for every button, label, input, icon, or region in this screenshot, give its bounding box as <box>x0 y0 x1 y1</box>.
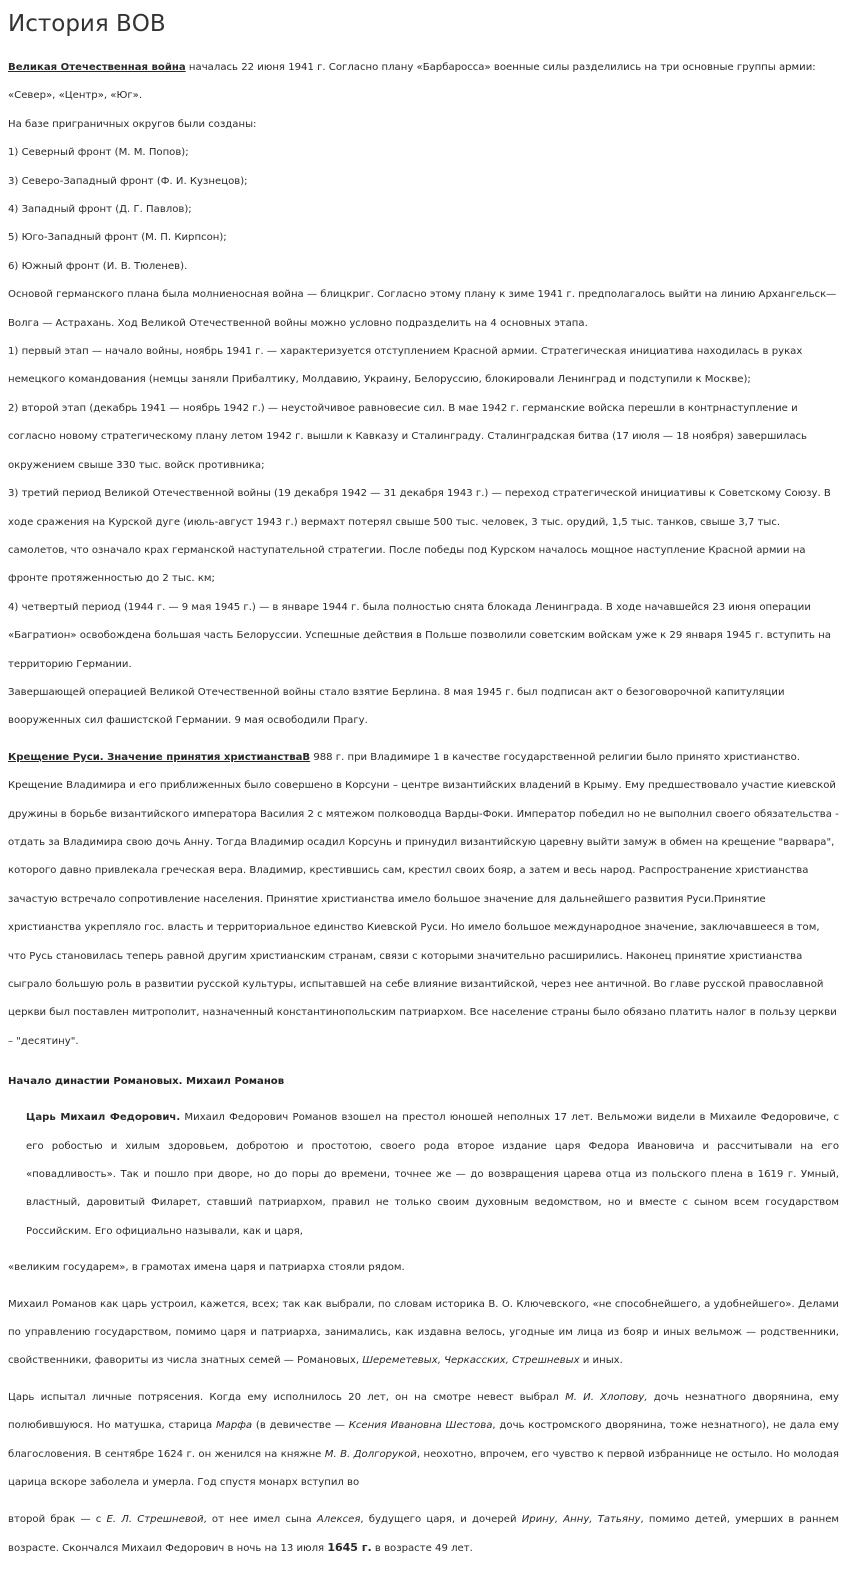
stage-paragraph: 1) первый этап — начало войны, ноябрь 1941 г. — характеризуется отступлением Красной армии. Стратегическая инициатива находилась в руках немецкого командования (немцы заняли Прибалтику, Молдавию, Украину, Белоруссию, блокировали Ленинград и подступили к Москве); <box>8 346 803 386</box>
baptism-paragraph <box>8 744 839 1056</box>
italic-run: Марфа <box>215 1420 253 1432</box>
text-run: (в девичестве — <box>252 1420 349 1432</box>
fronts-intro: На базе приграничных округов были созданы: <box>8 118 257 130</box>
stage-paragraph: 4) четвертый период (1944 г. — 9 мая 1945 г.) — в январе 1944 г. была полностью снята блокада Ленинграда. В ходе начавшейся 23 июня операции «Багратион» освобождена большая часть Белоруссии. Успешные действия в Польше позволили советским войскам уже к 29 января 1945 г. вступить на территорию Германии. <box>8 601 831 670</box>
stage-paragraph: 2) второй этап (декабрь 1941 — ноябрь 1942 г.) — неустойчивое равновесие сил. В мае 1942 г. германские войска перешли в контрнаступление и согласно новому стратегическому плану летом 1942 г. вышли к Кавказу и Сталинграду. Сталинградская битва (17 июля — 18 ноября) завершилась окружением свыше 330 тыс. войск противника; <box>8 402 808 471</box>
italic-run: Алексея <box>316 1513 361 1525</box>
front-item: 5) Юго-Западный фронт (М. П. Кирпсон); <box>8 232 227 244</box>
plan-paragraph: Основой германского плана была молниеносная война — блицкриг. Согласно этому плану к зиме 1941 г. предполагалось выйти на линию Архангельск—Волга — Астрахань. Ход Великой Отечественной войны можно условно подразделить на 4 основных этапа. <box>8 289 837 329</box>
front-item: 3) Северо-Западный фронт (Ф. И. Кузнецов); <box>8 175 248 187</box>
page-title: История ВОВ <box>8 11 166 37</box>
romanov-lead: Царь Михаил Федорович. <box>26 1112 181 1124</box>
text-run: , от нее имел сына <box>203 1513 317 1525</box>
text-run: и иных. <box>579 1355 623 1367</box>
baptism-lead: Крещение Руси. Значение принятия христианстваВ <box>8 751 311 763</box>
text-run: второй брак — с <box>8 1513 107 1525</box>
italic-run: Ирину, Анну, Татьяну <box>521 1513 641 1525</box>
final-paragraph: Завершающей операцией Великой Отечественной войны стало взятие Берлина. 8 мая 1945 г. был подписан акт о безоговорочной капитуляции вооруженных сил фашистской Германии. 9 мая освободили Прагу. <box>8 686 785 727</box>
romanov-paragraph-5 <box>8 1506 839 1564</box>
italic-run: Шереметевых, Черкасских, Стрешневых <box>362 1355 580 1367</box>
bold-year: 1645 г. <box>327 1540 372 1554</box>
italic-run: Ксения Ивановна Шестова <box>348 1420 493 1432</box>
romanov-paragraph-1 <box>8 1104 839 1246</box>
text-run: дочь незнатного дворянина, ему полюбившуюся. Но матушка, старица <box>8 1391 839 1432</box>
text-run: Михаил Романов как царь устроил, кажется, всех; так как выбрали, по словам историка В. О. Ключевского, «не способнейшего, а удобнейшего». Делами по управлению государством, помимо царя и патриарха, занимались, как издавна велось, угодные им лица из бояр и иных вельмож — родственники, свойственники, фавориты из числа знатных семей — Романовых, <box>8 1298 839 1367</box>
text-run: , неохотно, впрочем, его чувство к первой избраннице не остыло. Но молодая царица вскоре заболела и умерла. Год спустя монарх вступил во <box>8 1448 839 1489</box>
italic-run: М. В. Долгорукой <box>324 1448 417 1460</box>
war-intro-text: началась 22 июня 1941 г. Согласно плану «Барбаросса» военные силы разделились на три основные группы армии: «Север», «Центр», «Юг». <box>8 62 816 102</box>
front-item: 6) Южный фронт (И. В. Тюленев). <box>8 260 188 272</box>
romanov-title: Начало династии Романовых. Михаил Романов <box>8 1076 285 1088</box>
front-item: 1) Северный фронт (М. М. Попов); <box>8 147 189 159</box>
front-item: 4) Западный фронт (Д. Г. Павлов); <box>8 204 192 216</box>
text-run: , помимо детей, умерших в раннем возрасте. Скончался Михаил Федорович в ночь на 13 июля <box>8 1513 840 1554</box>
romanov-paragraph-4 <box>8 1384 839 1498</box>
text-run: , будущего царя, и дочерей <box>360 1513 522 1525</box>
text-run: Царь испытал личные потрясения. Когда ему исполнилось 20 лет, он на смотре невест выбрал <box>8 1391 566 1403</box>
war-intro <box>8 54 839 111</box>
romanov-paragraph-2: «великим государем», в грамотах имена царя и патриарха стояли рядом. <box>8 1262 405 1274</box>
romanov-p1-text: Михаил Федорович Романов взошел на престол юношей неполных 17 лет. Вельможи видели в Михаиле Федоровиче, с его робостью и хилым здоровьем, добротою и простотою, своего рода второе издание царя Федора Ивановича и рассчитывали на его «повадливость». Так и пошло при дворе, но до поры до времени, точнее же — до возвращения царева отца из польского плена в 1619 г. Умный, властный, даровитый Филарет, ставший патриархом, правил не только своим духовным ведомством, но и вместе с сыном всем государством Российским. Его официально называли, как и царя, <box>26 1112 839 1237</box>
text-run: , дочь костромского дворянина, тоже незнатного), не дала ему благословения. В сентябре 1624 г. он женился на княжне <box>8 1420 839 1460</box>
war-lead: Великая Отечественная война <box>8 62 186 73</box>
text-run: в возрасте 49 лет. <box>371 1542 473 1554</box>
italic-run: Е. Л. Стрешневой <box>106 1513 204 1525</box>
romanov-paragraph-3 <box>8 1291 839 1376</box>
baptism-text: 988 г. при Владимире 1 в качестве государственной религии было принято христианство. Крещение Владимира и его приближенных было совершено в Корсуни – центре византийских владений в Крыму. Ему предшествовало участие киевской дружины в борьбе византийского императора Василия 2 с мятежом полководца Варды-Фоки. Император победил но не выполнил своего обязательства - отдать за Владимира свою дочь Анну. Тогда Владимир осадил Корсунь и принудил византийскую царевну выйти замуж в обмен на крещение "варвара", которого давно привлекала греческая вера. Владимир, крестившись сам, крестил своих бояр, а затем и весь народ. Распространение христианства зачастую встречало сопротивление населения. Принятие христианства имело большое значение для дальнейшего развития Руси.Принятие христианства укрепляло гос. власть и территориальное единство Киевской Руси. Но имело большое международное значение, заключавшееся в том, что Русь становилась теперь равной другим христианским странам, связи с которыми значительно расширились. Наконец принятие христианства сыграло большую роль в развитии русской культуры, испытавшей на себе влияние византийской, через нее античной. Во главе русской православной церкви был поставлен митрополит, назначенный константинопольским патриархом. Все население страны было обязано платить налог в пользу церкви – "десятину". <box>8 751 839 1047</box>
italic-run: М. И. Хлопову, <box>565 1391 648 1403</box>
stage-paragraph: 3) третий период Великой Отечественной войны (19 декабря 1942 — 31 декабря 1943 г.) — переход стратегической инициативы к Советскому Союзу. В ходе сражения на Курской дуге (июль-август 1943 г.) вермахт потерял свыше 500 тыс. человек, 3 тыс. орудий, 1,5 тыс. танков, свыше 3,7 тыс. самолетов, что означало крах германской наступательной стратегии. После победы под Курском началось мощное наступление Красной армии на фронте протяженностью до 2 тыс. км; <box>8 488 831 585</box>
